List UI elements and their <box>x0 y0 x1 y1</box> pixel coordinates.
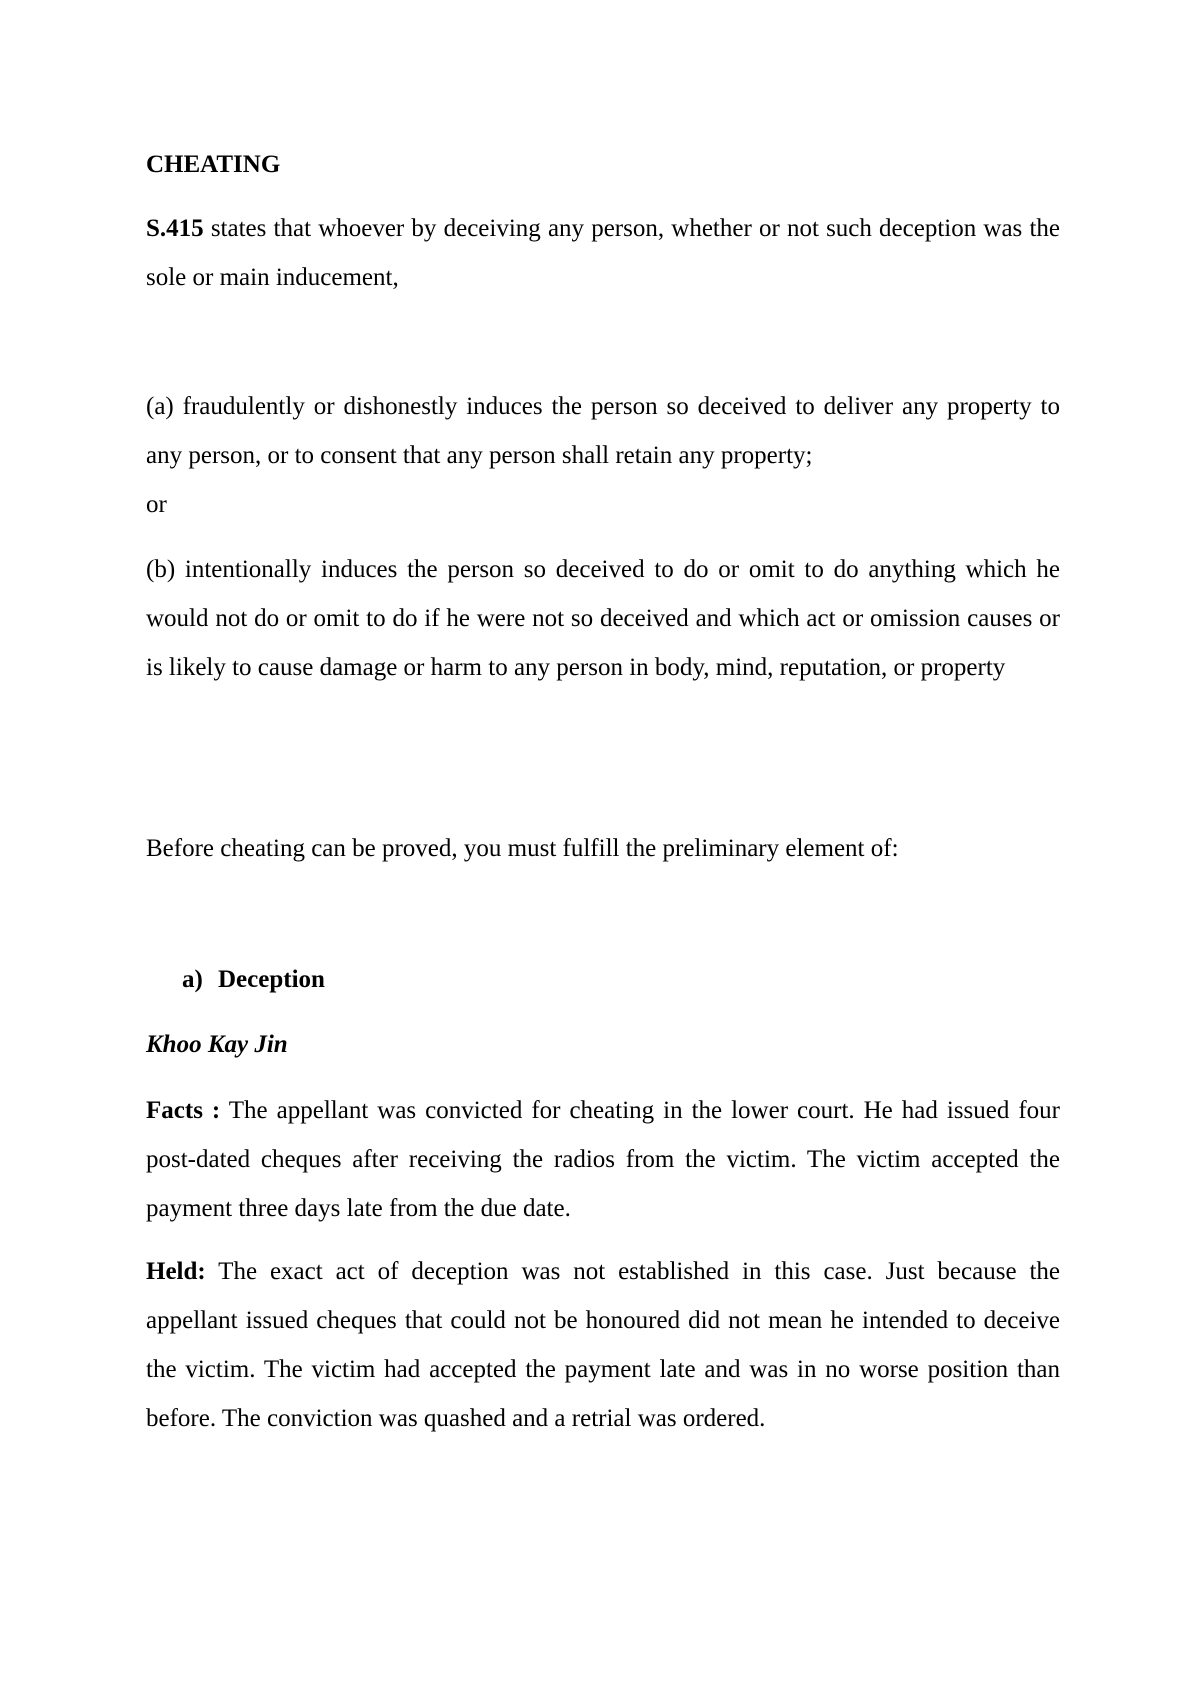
clause-b-text: (b) intentionally induces the person so deceived to do or omit to do anything which he would not do or omit to do if he were not so deceived and which act or omission causes or is likely to cause damage or harm to any person in body, mind, reputation, or property <box>146 556 1060 681</box>
section-415-paragraph <box>146 204 1060 302</box>
element-marker: a) <box>182 966 203 993</box>
held-paragraph <box>146 1247 1060 1443</box>
section-ref: S.415 <box>146 215 204 242</box>
clause-b-paragraph <box>146 545 1060 692</box>
clause-a-paragraph <box>146 382 1060 529</box>
preliminary-paragraph <box>146 824 1060 873</box>
clause-a-or: or <box>146 491 167 518</box>
clause-a-text: (a) fraudulently or dishonestly induces the person so deceived to deliver any property to any person, or to consent that any person shall retain any property; <box>146 393 1060 469</box>
heading-text: CHEATING <box>146 151 281 178</box>
facts-label: Facts : <box>146 1097 221 1124</box>
element-label: Deception <box>218 966 325 993</box>
element-list-item <box>182 955 325 1004</box>
section-415-text: states that whoever by deceiving any person, whether or not such deception was the sole or main inducement, <box>146 215 1060 291</box>
section-heading <box>146 140 1060 189</box>
facts-text: The appellant was convicted for cheating in the lower court. He had issued four post-dated cheques after receiving the radios from the victim. The victim accepted the payment three days late from the due date. <box>146 1097 1061 1222</box>
preliminary-text: Before cheating can be proved, you must fulfill the preliminary element of: <box>146 835 899 862</box>
facts-paragraph <box>146 1086 1060 1233</box>
case-name <box>146 1020 1060 1069</box>
held-text: The exact act of deception was not established in this case. Just because the appellant issued cheques that could not be honoured did not mean he intended to deceive the victim. The victim had accepted the payment late and was in no worse position than before. The conviction was quashed and a retrial was ordered. <box>146 1258 1060 1432</box>
held-label: Held: <box>146 1258 206 1285</box>
case-name-text: Khoo Kay Jin <box>146 1031 288 1058</box>
